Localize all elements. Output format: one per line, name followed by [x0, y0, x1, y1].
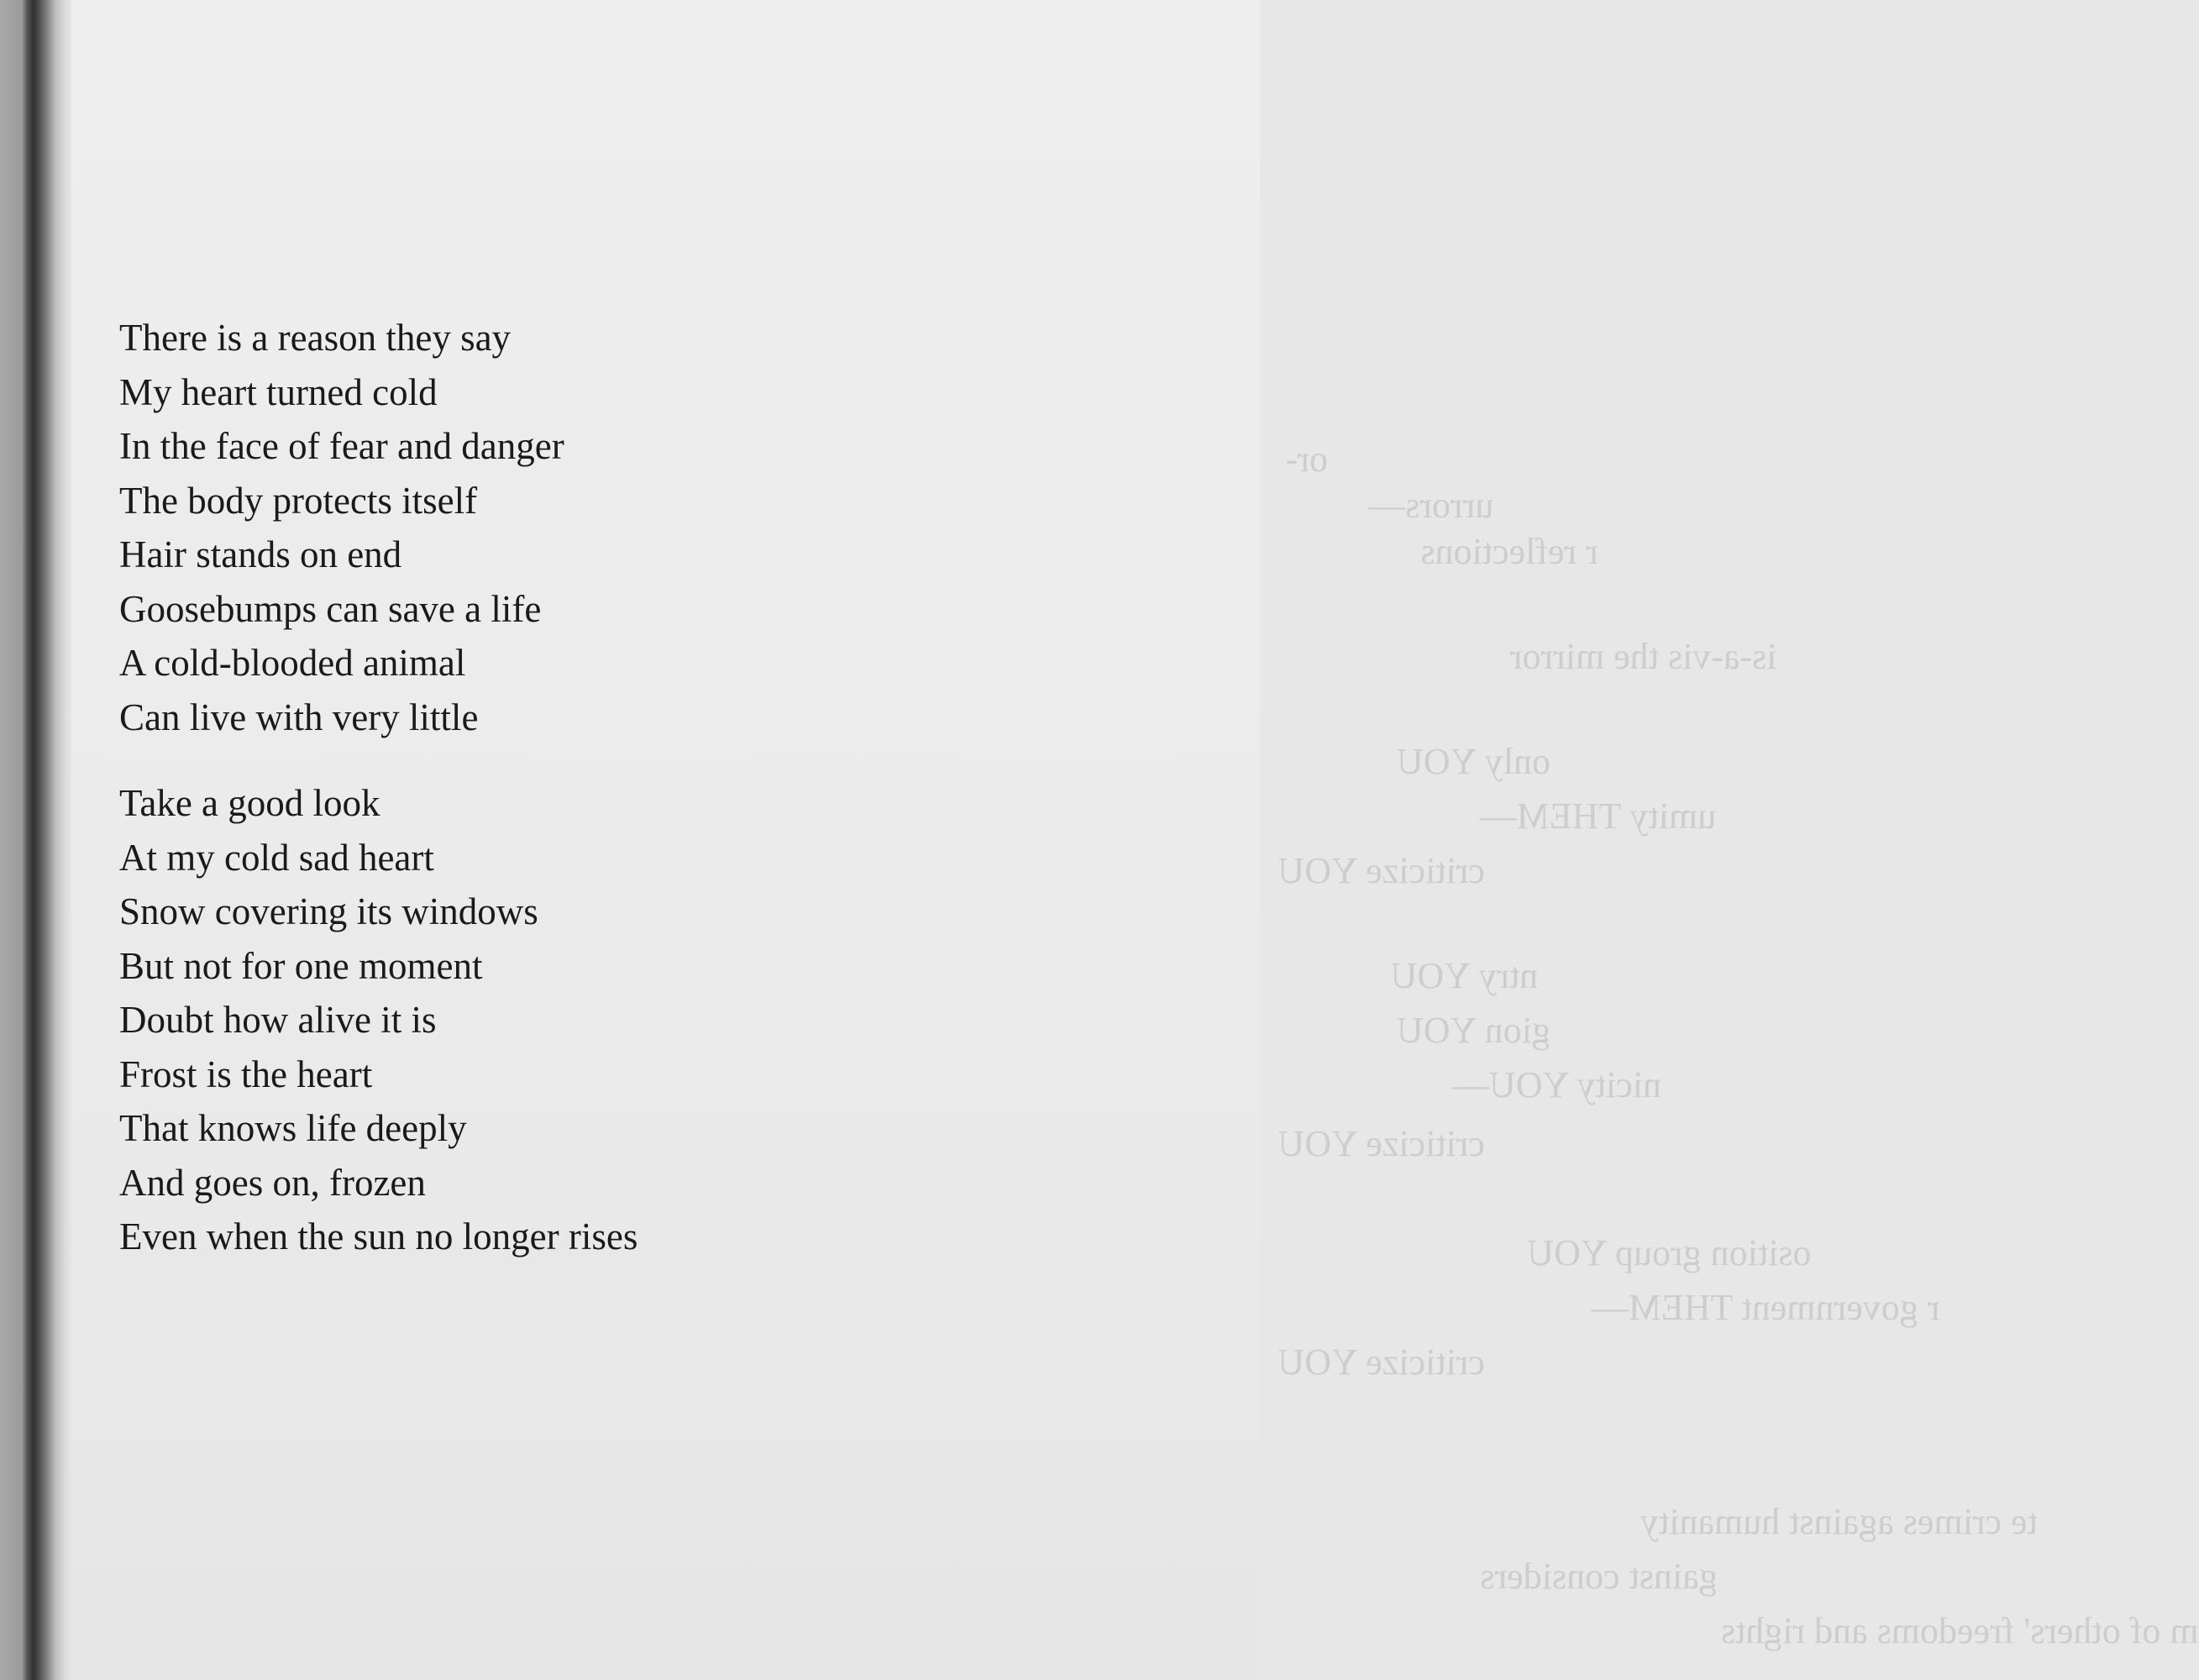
- poem-line: My heart turned cold: [119, 370, 438, 413]
- bleed-line: criticize YOU: [1278, 1341, 1485, 1383]
- poem-line: Frost is the heart: [119, 1053, 373, 1095]
- poem-line: Snow covering its windows: [119, 890, 538, 932]
- poem-line: At my cold sad heart: [119, 836, 434, 879]
- poem-line: A cold-blooded animal: [119, 642, 466, 684]
- stanza-2: [119, 776, 875, 1264]
- bleed-line: gainst considers: [1480, 1556, 1718, 1597]
- bleed-line: umity THEM—: [1479, 795, 1717, 837]
- poem: [119, 311, 875, 1264]
- poem-line: Hair stands on end: [119, 533, 402, 575]
- poem-line: Even when the sun no longer rises: [119, 1215, 638, 1257]
- bleed-line: is-a-vis the mirror: [1509, 636, 1777, 677]
- poem-line: Take a good look: [119, 782, 380, 824]
- bleed-line: r government THEM—: [1591, 1287, 1940, 1328]
- bleed-line: osition group YOU: [1527, 1232, 1812, 1273]
- book-page: [71, 0, 2199, 1680]
- bleed-line: or-: [1285, 438, 1328, 480]
- bleed-line: r reflections: [1420, 531, 1598, 572]
- bleed-line: te crimes against humanity: [1640, 1501, 2038, 1542]
- poem-line: Goosebumps can save a life: [119, 587, 542, 630]
- bleed-line: urrors—: [1368, 485, 1494, 526]
- bleed-line: criticize YOU: [1278, 1123, 1485, 1164]
- bleed-line: criticize YOU: [1278, 850, 1485, 891]
- bleed-line: m of others' freedoms and rights: [1720, 1610, 2199, 1651]
- poem-line: The body protects itself: [119, 479, 478, 522]
- poem-line: But not for one moment: [119, 944, 483, 987]
- bleed-line: gion YOU: [1396, 1010, 1551, 1051]
- poem-line: Doubt how alive it is: [119, 999, 437, 1041]
- poem-line: That knows life deeply: [119, 1107, 467, 1149]
- stanza-1: [119, 311, 875, 744]
- poem-line: And goes on, frozen: [119, 1161, 426, 1204]
- bleed-line: ntry YOU: [1390, 955, 1539, 996]
- page-edge-shadow: [0, 0, 71, 1680]
- poem-line: Can live with very little: [119, 696, 479, 738]
- bleed-line: nicity YOU—: [1451, 1064, 1661, 1105]
- bleed-line: only YOU: [1396, 741, 1551, 782]
- poem-line: In the face of fear and danger: [119, 425, 564, 467]
- poem-line: There is a reason they say: [119, 317, 512, 359]
